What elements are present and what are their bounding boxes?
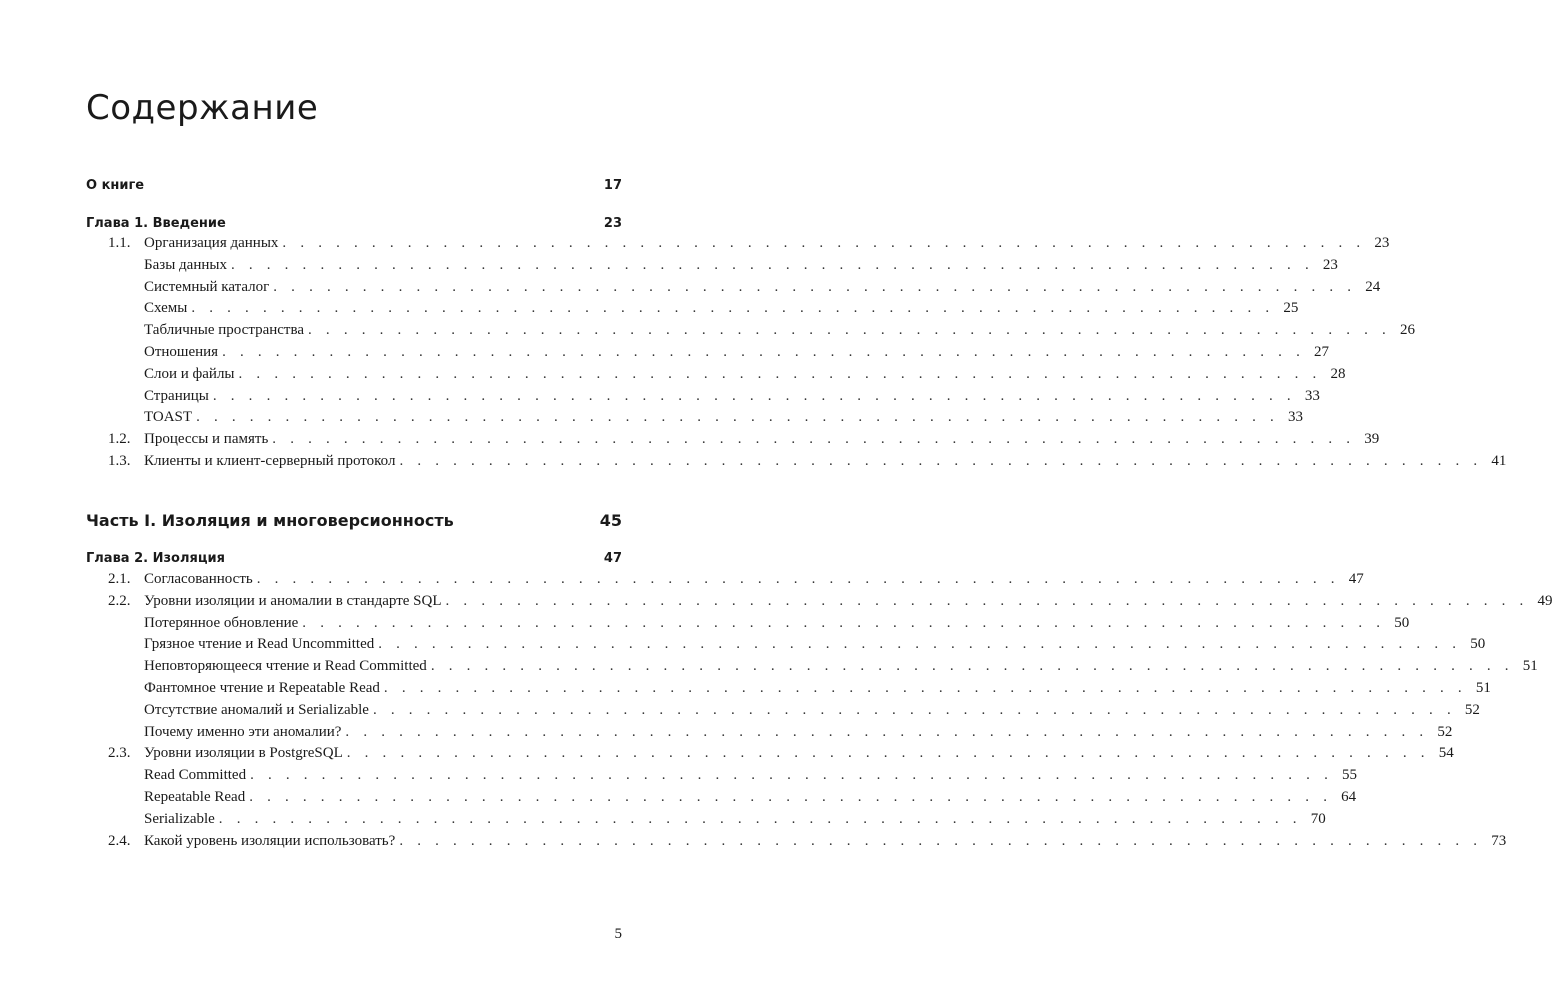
toc-entry[interactable] <box>86 830 1507 852</box>
toc-chapter-1-title: Глава 1. Введение <box>86 216 226 231</box>
toc-entry-page: 73 <box>1491 832 1507 849</box>
toc-entry-leader: . . . . . . . . . . . . . . . . . . . . . . . . . . . . . . . . . . . . . . . . . . . . . . . . . . . . . . . . . . . . . <box>218 810 1302 827</box>
toc-entry-line <box>144 235 1390 252</box>
toc-entry-page: 49 <box>1537 592 1552 609</box>
toc-entry-line <box>144 658 1538 675</box>
toc-entry-line <box>144 409 1304 426</box>
toc-entry-number: 1.2. <box>108 431 131 448</box>
toc-entry-page: 51 <box>1475 680 1491 696</box>
toc-entry-number: 1.3. <box>108 453 131 469</box>
toc-entry-page: 25 <box>1283 300 1299 317</box>
toc-entry[interactable] <box>86 764 1358 786</box>
toc-entry-title: Системный каталог <box>144 278 270 295</box>
toc-entry-leader: . . . . . . . . . . . . . . . . . . . . . . . . . . . . . . . . . . . . . . . . . . . . . . . . . . . . . . . . . . . . . <box>212 387 1296 404</box>
toc-entry[interactable] <box>86 633 1486 655</box>
toc-entry-page: 28 <box>1330 365 1346 382</box>
toc-entry-leader: . . . . . . . . . . . . . . . . . . . . . . . . . . . . . . . . . . . . . . . . . . . . . . . . . . . . . . . . . . . . . <box>250 767 1334 784</box>
toc-entry-leader: . . . . . . . . . . . . . . . . . . . . . . . . . . . . . . . . . . . . . . . . . . . . . . . . . . . . . . . . . . . . . <box>308 322 1391 339</box>
toc-entry-title: Неповторяющееся чтение и Read Committed <box>144 658 427 675</box>
toc-entry-leader: . . . . . . . . . . . . . . . . . . . . . . . . . . . . . . . . . . . . . . . . . . . . . . . . . . . . . . . . . . . . . <box>256 571 1340 587</box>
toc-part-1-title: Часть I. Изоляция и многоверсионность <box>86 511 454 530</box>
toc-entry-title: TOAST <box>144 409 193 426</box>
toc-entry-title: Почему именно эти аномалии? <box>144 723 342 740</box>
toc-entry-number: 1.1. <box>108 235 131 251</box>
toc-entry-title: Repeatable Read <box>144 789 246 805</box>
toc-entry-leader: . . . . . . . . . . . . . . . . . . . . . . . . . . . . . . . . . . . . . . . . . . . . . . . . . . . . . . . . . . . . . <box>346 745 1430 762</box>
toc-entry-title: Отношения <box>144 344 219 360</box>
toc-entry-title: Согласованность <box>144 571 253 587</box>
toc-entry-line <box>144 614 1410 632</box>
toc-entry[interactable] <box>86 655 1538 677</box>
toc-entry-title: Serializable <box>144 810 215 827</box>
toc-entry-page: 27 <box>1314 344 1330 360</box>
toc-entry-title: Табличные пространства <box>144 322 305 339</box>
toc-entry-title: Уровни изоляции в PostgreSQL <box>144 745 343 762</box>
toc-entry[interactable] <box>86 612 1410 634</box>
toc-chapter-2[interactable] <box>86 551 622 566</box>
toc-entry-line <box>144 256 1338 274</box>
toc-entry-page: 52 <box>1437 723 1453 740</box>
toc-entry[interactable] <box>86 590 1552 612</box>
toc-entry[interactable] <box>86 319 1415 341</box>
page-title: Содержание <box>86 88 319 128</box>
toc-entry-page: 55 <box>1342 767 1358 784</box>
toc-entry[interactable] <box>86 699 1480 721</box>
toc-entry-line <box>144 723 1453 741</box>
toc-entry[interactable] <box>86 406 1304 428</box>
toc-entry-page: 51 <box>1522 658 1538 675</box>
toc-entry-leader: . . . . . . . . . . . . . . . . . . . . . . . . . . . . . . . . . . . . . . . . . . . . . . . . . . . . . . . . . . . . . <box>282 235 1366 251</box>
toc-about-title: О книге <box>86 178 145 193</box>
toc-entry-line <box>144 571 1364 588</box>
toc-entry-leader: . . . . . . . . . . . . . . . . . . . . . . . . . . . . . . . . . . . . . . . . . . . . . . . . . . . . . . . . . . . . . <box>230 256 1314 273</box>
toc-entry-page: 54 <box>1438 745 1454 762</box>
toc-entry-leader: . . . . . . . . . . . . . . . . . . . . . . . . . . . . . . . . . . . . . . . . . . . . . . . . . . . . . . . . . . . . . <box>302 614 1386 631</box>
toc-entry-page: 50 <box>1394 614 1410 631</box>
toc-entry-leader: . . . . . . . . . . . . . . . . . . . . . . . . . . . . . . . . . . . . . . . . . . . . . . . . . . . . . . . . . . . . . <box>196 409 1280 426</box>
toc-entry-title: Фантомное чтение и Repeatable Read <box>144 680 380 696</box>
toc-entry-leader: . . . . . . . . . . . . . . . . . . . . . . . . . . . . . . . . . . . . . . . . . . . . . . . . . . . . . . . . . . . . . <box>273 278 1357 295</box>
toc-entry[interactable] <box>86 276 1381 298</box>
toc-entry-line <box>144 767 1358 784</box>
toc-entry-page: 50 <box>1470 636 1486 653</box>
toc-entry-line <box>144 278 1381 296</box>
toc-entry-leader: . . . . . . . . . . . . . . . . . . . . . . . . . . . . . . . . . . . . . . . . . . . . . . . . . . . . . . . . . . . . . <box>372 701 1456 718</box>
toc-entry[interactable] <box>86 808 1326 830</box>
toc-entry[interactable] <box>86 254 1338 276</box>
toc-entry-line <box>144 745 1454 762</box>
toc-entry-title: Страницы <box>144 387 209 404</box>
toc-entry-page: 33 <box>1288 409 1304 426</box>
toc-chapter-1-page: 23 <box>603 216 622 231</box>
toc-entry-title: Базы данных <box>144 256 227 273</box>
toc-entry[interactable] <box>86 341 1330 363</box>
toc-entry[interactable] <box>86 721 1453 743</box>
toc-entry[interactable] <box>86 428 1380 450</box>
toc-entry-title: Клиенты и клиент-серверный протокол <box>144 453 396 469</box>
toc-entry-title: Схемы <box>144 300 188 317</box>
toc-entry-title: Организация данных <box>144 235 279 251</box>
toc-entry-page: 39 <box>1364 431 1380 448</box>
toc-entry-line <box>144 453 1507 470</box>
toc-entry[interactable] <box>86 568 1364 590</box>
toc-about-page: 17 <box>603 178 622 193</box>
toc-entry-leader: . . . . . . . . . . . . . . . . . . . . . . . . . . . . . . . . . . . . . . . . . . . . . . . . . . . . . . . . . . . . . <box>399 453 1483 469</box>
toc-entry-title: Потерянное обновление <box>144 614 299 631</box>
toc-entry-page: 41 <box>1491 453 1507 469</box>
toc-entry-leader: . . . . . . . . . . . . . . . . . . . . . . . . . . . . . . . . . . . . . . . . . . . . . . . . . . . . . . . . . . . . . <box>249 789 1333 805</box>
toc-part-1[interactable] <box>86 511 622 530</box>
toc-entry-number: 2.1. <box>108 571 131 587</box>
toc-entry-line <box>144 322 1415 339</box>
toc-entry-line <box>144 300 1299 317</box>
toc-about[interactable] <box>86 178 622 193</box>
toc-entry-line <box>144 636 1486 653</box>
toc-entry-line <box>144 810 1326 828</box>
toc-entry-page: 23 <box>1374 235 1390 251</box>
toc-entry-leader: . . . . . . . . . . . . . . . . . . . . . . . . . . . . . . . . . . . . . . . . . . . . . . . . . . . . . . . . . . . . . <box>272 431 1356 448</box>
toc-entry-line <box>144 365 1346 383</box>
toc-entry-title: Уровни изоляции и аномалии в стандарте SQL <box>144 592 442 609</box>
page-number: 5 <box>614 926 622 942</box>
toc-entry-number: 2.4. <box>108 832 131 849</box>
toc-entry-line <box>144 592 1552 610</box>
toc-entry-title: Слои и файлы <box>144 365 235 382</box>
toc-entry-title: Процессы и память <box>144 431 269 448</box>
toc-entry-line <box>144 344 1330 361</box>
toc-entry[interactable] <box>86 297 1299 319</box>
toc-entry-leader: . . . . . . . . . . . . . . . . . . . . . . . . . . . . . . . . . . . . . . . . . . . . . . . . . . . . . . . . . . . . . <box>222 344 1306 360</box>
toc-entry-leader: . . . . . . . . . . . . . . . . . . . . . . . . . . . . . . . . . . . . . . . . . . . . . . . . . . . . . . . . . . . . . <box>383 680 1467 696</box>
toc-entry-page: 52 <box>1464 701 1480 718</box>
toc-entry-line <box>144 832 1507 850</box>
toc-entry-page: 26 <box>1399 322 1415 339</box>
toc-entry-line <box>144 680 1491 697</box>
toc-entry-line <box>144 431 1380 448</box>
toc-entry-leader: . . . . . . . . . . . . . . . . . . . . . . . . . . . . . . . . . . . . . . . . . . . . . . . . . . . . . . . . . . . . . <box>191 300 1275 317</box>
toc-entry-title: Какой уровень изоляции использовать? <box>144 832 396 849</box>
toc-entry-leader: . . . . . . . . . . . . . . . . . . . . . . . . . . . . . . . . . . . . . . . . . . . . . . . . . . . . . . . . . . . . . <box>345 723 1429 740</box>
toc-entry[interactable] <box>86 385 1320 407</box>
toc-entry[interactable] <box>86 363 1346 385</box>
toc-entry-number: 2.2. <box>108 592 131 609</box>
toc-entry-page: 33 <box>1304 387 1320 404</box>
toc-entry-leader: . . . . . . . . . . . . . . . . . . . . . . . . . . . . . . . . . . . . . . . . . . . . . . . . . . . . . . . . . . . . . <box>378 636 1462 653</box>
toc-entry-leader: . . . . . . . . . . . . . . . . . . . . . . . . . . . . . . . . . . . . . . . . . . . . . . . . . . . . . . . . . . . . . <box>430 658 1514 675</box>
toc-entry[interactable] <box>86 786 1357 808</box>
toc-entry-line <box>144 387 1320 405</box>
toc-entry-page: 24 <box>1365 278 1381 295</box>
toc-entry-leader: . . . . . . . . . . . . . . . . . . . . . . . . . . . . . . . . . . . . . . . . . . . . . . . . . . . . . . . . . . . . . <box>445 592 1529 609</box>
toc-entry-line <box>144 789 1357 806</box>
toc-entry-line <box>144 701 1480 719</box>
toc-entry-leader: . . . . . . . . . . . . . . . . . . . . . . . . . . . . . . . . . . . . . . . . . . . . . . . . . . . . . . . . . . . . . <box>399 832 1483 849</box>
toc-entry-number: 2.3. <box>108 745 131 762</box>
toc-entry-title: Read Committed <box>144 767 247 784</box>
toc-entry[interactable] <box>86 232 1390 254</box>
toc-chapter-2-title: Глава 2. Изоляция <box>86 551 225 566</box>
toc-entry-title: Грязное чтение и Read Uncommitted <box>144 636 375 653</box>
toc-entry-page: 47 <box>1348 571 1364 587</box>
toc-entry-leader: . . . . . . . . . . . . . . . . . . . . . . . . . . . . . . . . . . . . . . . . . . . . . . . . . . . . . . . . . . . . . <box>238 365 1322 382</box>
toc-entry-title: Отсутствие аномалий и Serializable <box>144 701 369 718</box>
toc-chapter-2-page: 47 <box>603 551 622 566</box>
toc-entry-page: 23 <box>1322 256 1338 273</box>
toc-entry[interactable] <box>86 450 1507 472</box>
toc-part-1-page: 45 <box>599 511 622 530</box>
toc-entry[interactable] <box>86 677 1491 699</box>
toc-entry-page: 70 <box>1310 810 1326 827</box>
toc-entry[interactable] <box>86 742 1454 764</box>
toc-entry-page: 64 <box>1341 789 1357 805</box>
toc-chapter-1[interactable] <box>86 216 622 231</box>
